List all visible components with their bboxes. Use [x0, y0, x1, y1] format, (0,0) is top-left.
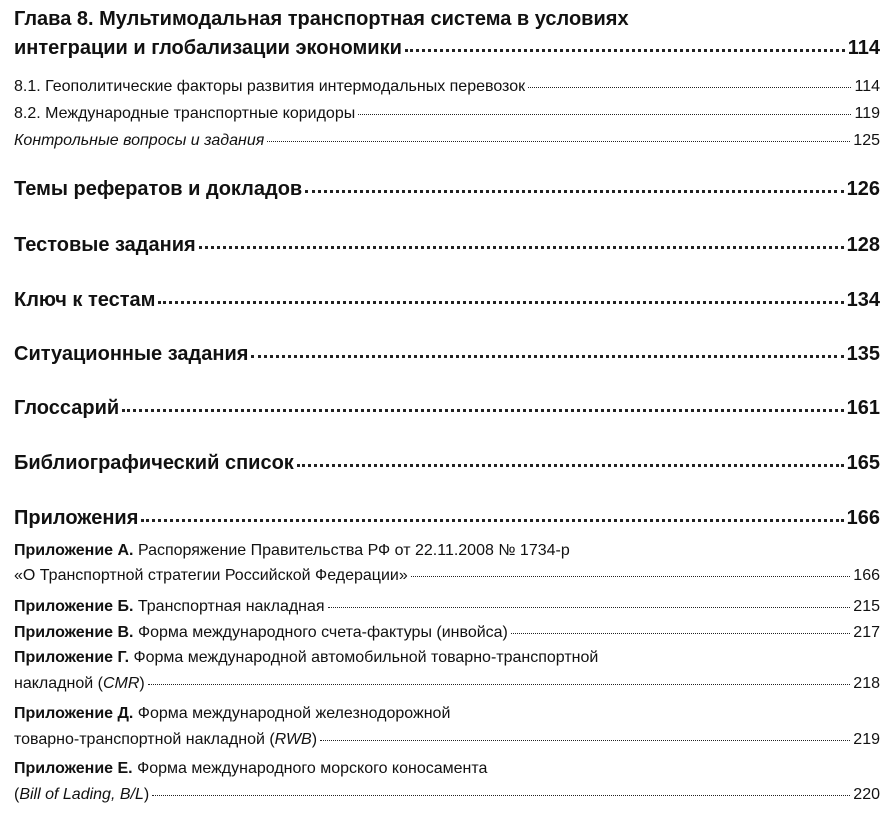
appendix-prefix: Приложение В.: [14, 624, 134, 642]
leader-dots: [158, 283, 843, 304]
page-number: 125: [853, 132, 880, 150]
appendix-prefix: Приложение А.: [14, 542, 134, 559]
page-number: 218: [853, 675, 880, 693]
page-number: 166: [853, 567, 880, 585]
appendix-title: Форма международного счета-фактуры (инвойса): [133, 624, 508, 642]
toc-section-8-2: [14, 103, 880, 123]
appendix-title-line-2: накладной (: [14, 675, 103, 693]
toc-appendix-v: [14, 622, 880, 642]
leader-dots: [141, 501, 843, 522]
page-number: 114: [847, 37, 880, 59]
chapter-8-title-line-2: интеграции и глобализации экономики: [14, 37, 402, 59]
section-label: 8.2. Международные транспортные коридоры: [14, 105, 356, 123]
leader-dots: [511, 619, 850, 634]
leader-dots: [148, 670, 851, 685]
page-number: 135: [846, 343, 880, 365]
page-number: 220: [853, 786, 880, 804]
chapter-8-title-line-1: Глава 8. Мультимодальная транспортная система в условиях: [14, 8, 629, 30]
appendix-title-line-2: «О Транспортной стратегии Российской Федерации»: [14, 567, 408, 585]
toc-appendix-d: [14, 705, 880, 749]
page-number: 217: [853, 624, 880, 642]
toc-review-questions: [14, 130, 880, 150]
appendix-title-line-2: (: [14, 786, 20, 804]
toc-entry-glossary: [14, 393, 880, 420]
toc-appendix-a: [14, 542, 880, 585]
entry-label: Библиографический список: [14, 452, 294, 474]
leader-dots: [305, 172, 843, 193]
entry-label: Темы рефератов и докладов: [14, 178, 303, 200]
page-number: 128: [846, 234, 880, 256]
leader-dots: [528, 73, 851, 88]
leader-dots: [199, 228, 844, 249]
appendix-title-line-2: товарно-транспортной накладной (: [14, 731, 275, 749]
appendix-prefix: Приложение Г.: [14, 649, 130, 666]
toc-entry-test-key: [14, 285, 880, 312]
leader-dots: [405, 31, 845, 52]
leader-dots: [152, 781, 850, 796]
toc-section-8-1: [14, 76, 880, 96]
appendix-title-line-1: Форма международной железнодорожной: [133, 705, 451, 722]
entry-label: Тестовые задания: [14, 234, 196, 256]
appendix-title-line-2-end: ): [311, 731, 318, 749]
appendix-title-line-1: Форма международной автомобильной товарно-транспортной: [129, 649, 599, 666]
appendix-title: Транспортная накладная: [133, 598, 325, 616]
page-number: 215: [853, 598, 880, 616]
page-number: 134: [846, 289, 880, 311]
page-number: 166: [846, 507, 880, 529]
appendix-prefix: Приложение Б.: [14, 598, 134, 616]
entry-label: Приложения: [14, 507, 139, 529]
appendix-abbreviation: RWB: [274, 731, 312, 749]
toc-entry-case-tasks: [14, 339, 880, 366]
entry-label: Ключ к тестам: [14, 289, 156, 311]
leader-dots: [297, 446, 844, 467]
entry-label: Ситуационные задания: [14, 343, 249, 365]
toc-appendix-e: [14, 760, 880, 804]
section-label: 8.1. Геополитические факторы развития интермодальных перевозок: [14, 78, 526, 96]
leader-dots: [320, 726, 850, 741]
page-number: 119: [854, 105, 880, 123]
page-number: 219: [853, 731, 880, 749]
appendix-prefix: Приложение Д.: [14, 705, 134, 722]
page-number: 114: [854, 78, 880, 96]
appendix-title-line-1: Форма международного морского коносамента: [132, 760, 488, 777]
appendix-prefix: Приложение Е.: [14, 760, 133, 777]
section-label: Контрольные вопросы и задания: [14, 132, 265, 150]
leader-dots: [358, 100, 851, 115]
leader-dots: [328, 593, 851, 608]
toc-appendix-g: [14, 649, 880, 693]
toc-chapter-8: [14, 8, 880, 60]
leader-dots: [411, 562, 851, 577]
leader-dots: [267, 127, 850, 142]
page-number: 161: [846, 397, 880, 419]
toc-entry-appendices: [14, 503, 880, 530]
toc-entry-bibliography: [14, 448, 880, 475]
page-number: 165: [846, 452, 880, 474]
leader-dots: [251, 337, 843, 358]
toc-appendix-b: [14, 596, 880, 616]
appendix-title-line-1: Распоряжение Правительства РФ от 22.11.2008 № 1734-р: [133, 542, 570, 559]
toc-entry-tests: [14, 230, 880, 257]
leader-dots: [122, 391, 843, 412]
appendix-abbreviation: Bill of Lading, B/L: [19, 786, 144, 804]
toc-entry-topics: [14, 174, 880, 201]
page-number: 126: [846, 178, 880, 200]
entry-label: Глоссарий: [14, 397, 120, 419]
appendix-title-line-2-end: ): [139, 675, 145, 693]
appendix-abbreviation: CMR: [102, 675, 140, 693]
appendix-title-line-2-end: ): [143, 786, 150, 804]
